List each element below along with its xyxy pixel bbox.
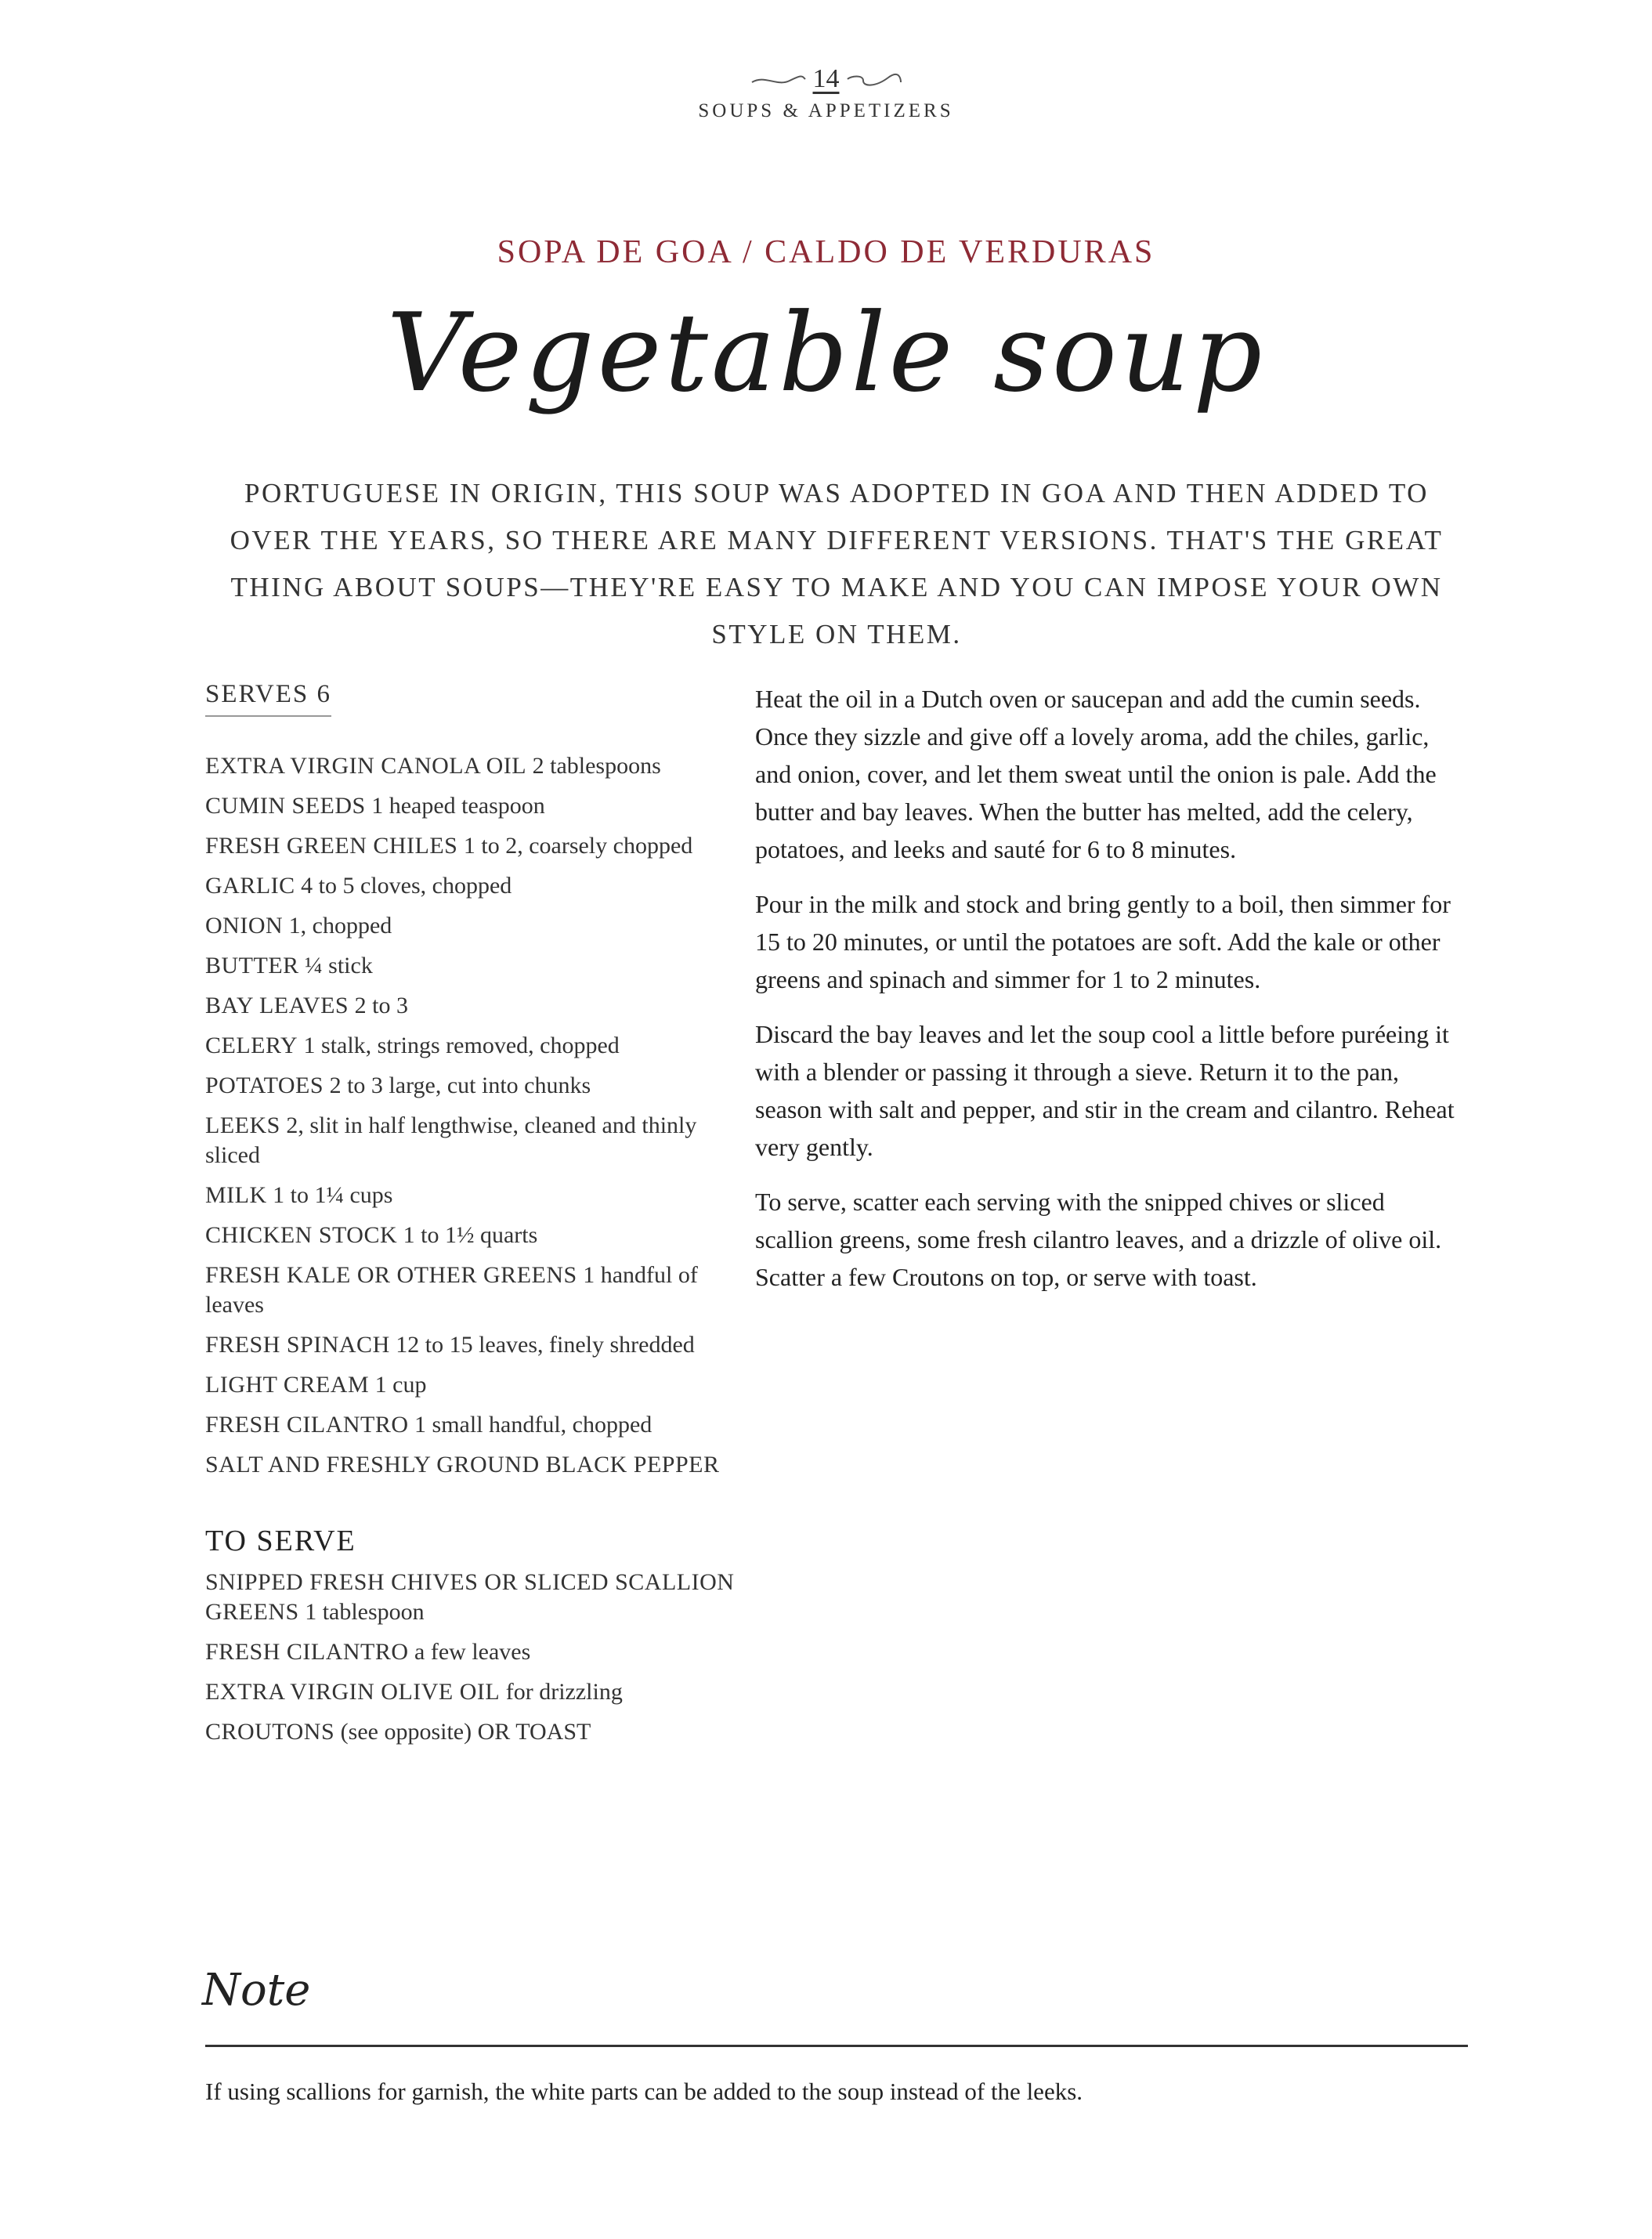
recipe-title: Vegetable soup xyxy=(386,290,1266,416)
ingredient-name: SALT AND FRESHLY GROUND BLACK PEPPER xyxy=(205,1452,720,1478)
note-divider xyxy=(205,2045,1468,2047)
ingredient-name: POTATOES xyxy=(205,1072,324,1098)
ingredient-quantity: 12 to 15 leaves, finely shredded xyxy=(396,1332,695,1358)
ingredient-name: BUTTER xyxy=(205,953,299,978)
method-paragraph: Discard the bay leaves and let the soup cool a little before puréeing it with a blender or passing it through a sieve. Return it to the pan, season with salt and pepper, and stir in the cream and cilantro. Reheat very gently. xyxy=(755,1020,1455,1161)
ingredient-name: FRESH CILANTRO xyxy=(205,1639,409,1665)
ingredient-name: SNIPPED FRESH CHIVES OR SLICED SCALLION GREENS xyxy=(205,1569,735,1625)
ingredient-quantity: 1 heaped teaspoon xyxy=(371,793,545,819)
serves-label: SERVES 6 xyxy=(205,680,331,717)
left-flourish-icon xyxy=(750,70,807,89)
method-paragraph: Heat the oil in a Dutch oven or saucepan and add the cumin seeds. Once they sizzle and give off a lovely aroma, add the chiles, garlic, and onion, cover, and let them sweat until the onion is pale. Add the butter and bay leaves. When the butter has melted, add the celery, potatoes, and leeks and sauté for 6 to 8 minutes. xyxy=(755,685,1437,863)
ingredient-name: FRESH GREEN CHILES xyxy=(205,833,458,859)
ingredient-item xyxy=(205,1031,738,1061)
ingredient-item xyxy=(205,1637,738,1667)
ingredient-name: FRESH SPINACH xyxy=(205,1332,390,1358)
ingredient-item xyxy=(205,1111,738,1170)
ingredient-item xyxy=(205,1717,738,1747)
ingredient-name: LIGHT CREAM xyxy=(205,1372,370,1398)
ingredient-quantity: a few leaves xyxy=(414,1639,531,1665)
ingredient-item xyxy=(205,1181,738,1210)
ingredient-item xyxy=(205,1261,738,1320)
ingredient-quantity: 1 tablespoon xyxy=(305,1599,425,1625)
ingredient-name: EXTRA VIRGIN OLIVE OIL xyxy=(205,1679,501,1705)
ingredient-list xyxy=(205,751,738,1480)
ingredient-item xyxy=(205,1410,738,1440)
ingredient-item xyxy=(205,951,738,981)
note-title: Note xyxy=(202,1965,311,2016)
ingredients-column xyxy=(205,680,738,1757)
ingredient-quantity: 2 tablespoons xyxy=(532,753,661,779)
ingredient-quantity: 2, slit in half lengthwise, cleaned and thinly sliced xyxy=(205,1112,697,1168)
note-text: If using scallions for garnish, the white parts can be added to the soup instead of the leeks. xyxy=(205,2078,1083,2105)
page-number: 14 xyxy=(812,64,840,93)
ingredient-name: CUMIN SEEDS xyxy=(205,793,366,819)
page-number-row xyxy=(0,64,1652,94)
ingredient-name: CROUTONS xyxy=(205,1719,335,1745)
ingredient-item xyxy=(205,991,738,1021)
right-flourish-icon xyxy=(846,70,902,89)
ingredient-quantity: 1 to 1½ quarts xyxy=(403,1222,538,1248)
ingredient-quantity: 1 small handful, chopped xyxy=(414,1412,652,1438)
ingredient-item xyxy=(205,1071,738,1101)
to-serve-list xyxy=(205,1568,738,1747)
ingredient-quantity: 1 to 1¼ cups xyxy=(273,1182,393,1208)
ingredient-name: MILK xyxy=(205,1182,267,1208)
ingredient-item xyxy=(205,1221,738,1250)
ingredient-name: FRESH CILANTRO xyxy=(205,1412,409,1438)
section-title: SOUPS & APPETIZERS xyxy=(698,100,954,121)
ingredient-item xyxy=(205,1450,738,1480)
ingredient-item xyxy=(205,1568,738,1627)
recipe-alt-name: SOPA DE GOA / CALDO DE VERDURAS xyxy=(497,234,1155,270)
ingredient-quantity: 1, chopped xyxy=(288,913,392,939)
ingredient-item xyxy=(205,1677,738,1707)
ingredient-quantity: 1 cup xyxy=(374,1372,427,1398)
ingredient-name: CELERY xyxy=(205,1033,298,1058)
ingredient-item xyxy=(205,751,738,781)
ingredient-name: CHICKEN STOCK xyxy=(205,1222,398,1248)
ingredient-name: GARLIC xyxy=(205,873,295,899)
ingredient-item xyxy=(205,831,738,861)
ingredient-quantity: 2 to 3 xyxy=(354,993,408,1018)
method-paragraph: Pour in the milk and stock and bring gently to a boil, then simmer for 15 to 20 minutes, or until the potatoes are soft. Add the kale or other greens and spinach and simmer for 1 to 2 minutes. xyxy=(755,890,1451,993)
ingredient-quantity: (see opposite) OR TOAST xyxy=(340,1719,591,1745)
ingredient-name: LEEKS xyxy=(205,1112,280,1138)
ingredient-name: FRESH KALE OR OTHER GREENS xyxy=(205,1262,577,1288)
ingredient-item xyxy=(205,911,738,941)
ingredient-name: BAY LEAVES xyxy=(205,993,349,1018)
method-column xyxy=(755,680,1468,1313)
ingredient-name: ONION xyxy=(205,913,284,939)
to-serve-heading: TO SERVE xyxy=(205,1525,356,1557)
ingredient-name: EXTRA VIRGIN CANOLA OIL xyxy=(205,753,527,779)
ingredient-item xyxy=(205,1330,738,1360)
ingredient-quantity: 1 to 2, coarsely chopped xyxy=(463,833,693,859)
ingredient-quantity: for drizzling xyxy=(505,1679,623,1705)
ingredient-item xyxy=(205,1370,738,1400)
ingredient-quantity: 1 stalk, strings removed, chopped xyxy=(303,1033,620,1058)
page-header xyxy=(0,64,1652,122)
ingredient-quantity: 1 handful of leaves xyxy=(205,1262,698,1318)
method-paragraph: To serve, scatter each serving with the snipped chives or sliced scallion greens, some fresh cilantro leaves, and a drizzle of olive oil. Scatter a few Croutons on top, or serve with toast. xyxy=(755,1188,1442,1291)
ingredient-quantity: 4 to 5 cloves, chopped xyxy=(301,873,512,899)
ingredient-item xyxy=(205,791,738,821)
ingredient-quantity: ¼ stick xyxy=(305,953,373,978)
ingredient-quantity: 2 to 3 large, cut into chunks xyxy=(329,1072,591,1098)
ingredient-item xyxy=(205,871,738,901)
recipe-intro: PORTUGUESE IN ORIGIN, THIS SOUP WAS ADOPTED IN GOA AND THEN ADDED TO OVER THE YEARS, SO THERE ARE MANY DIFFERENT VERSIONS. THAT'S THE GREAT THING ABOUT SOUPS—THEY'RE EASY TO MAKE AND YOU CAN IMPOSE YOUR OWN STYLE ON THEM. xyxy=(230,478,1444,649)
